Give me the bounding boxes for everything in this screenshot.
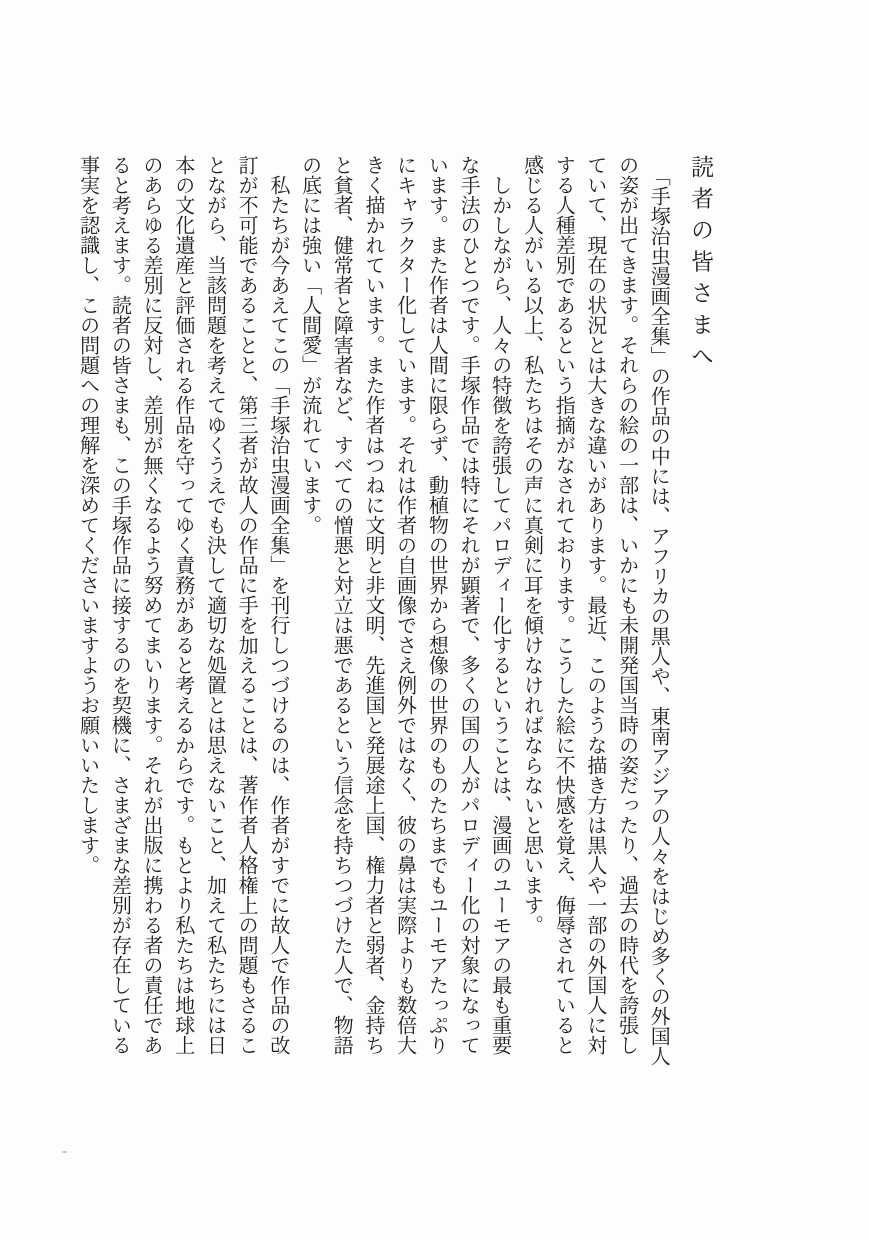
paragraph-1: 「手塚治虫漫画全集」の作品の中には、アフリカの黒人や、東南アジアの人々をはじめ多くの外国人の姿が出てきます。それらの絵の一部は、いかにも未開発国当時の姿だったり、過去の時代を誇張していて、現在の状況とは大きな違いがあります。最近、このような描き方は黒人や一部の外国人に対する人種差別であるという指摘がなされております。こうした絵に不快感を覚え、侮辱されていると感じる人がいる以上、私たちはその声に真剣に耳を傾けなければならないと思います。 — [520, 155, 670, 1066]
signature-publisher — [0, 155, 66, 1073]
paragraph-2: しかしながら、人々の特徴を誇張してパロディー化するということは、漫画のユーモアの最も重要な手法のひとつです。手塚作品では特にそれが顕著で、多くの国の人がパロディー化の対象になっています。また作者は人間に限らず、動植物の世界から想像の世界のものたちまでもユーモアたっぷりにキャラクター化しています。それは作者の自画像でさえ例外ではなく、彼の鼻は実際よりも数倍大きく描かれています。また作者はつねに文明と非文明、先進国と発展途上国、権力者と弱者、金持ちと貧者、健常者と障害者など、すべての憎悪と対立は悪であるという信念を持ちつづけた人で、物語の底には強い「人間愛」が流れています。 — [298, 155, 511, 1055]
vertical-text-block — [76, 155, 773, 1073]
scan-artifact — [62, 1151, 67, 1153]
paragraph-3: 私たちが今あえてこの「手塚治虫漫画全集」を刊行しつづけるのは、作者がすでに故人で作品の改訂が不可能であることと、第三者が故人の作品に手を加えることは、著作者人格権上の問題もさることながら、当該問題を考えてゆくうえでも決して適切な処置とは思えないこと、加えて私たちには日本の文化遺産と評価される作品を守ってゆく責務があると考えるからです。もとより私たちは地球上のあらゆる差別に反対し、差別が無くなるよう努めてまいります。それが出版に携わる者の責任であると考えます。読者の皆さまも、この手塚作品に接するのを契機に、さまざまな差別が存在している事実を認識し、この問題への理解を深めてくださいますようお願いいたします。 — [76, 155, 289, 1055]
page-title: 読者の皆さまへ — [688, 155, 713, 376]
